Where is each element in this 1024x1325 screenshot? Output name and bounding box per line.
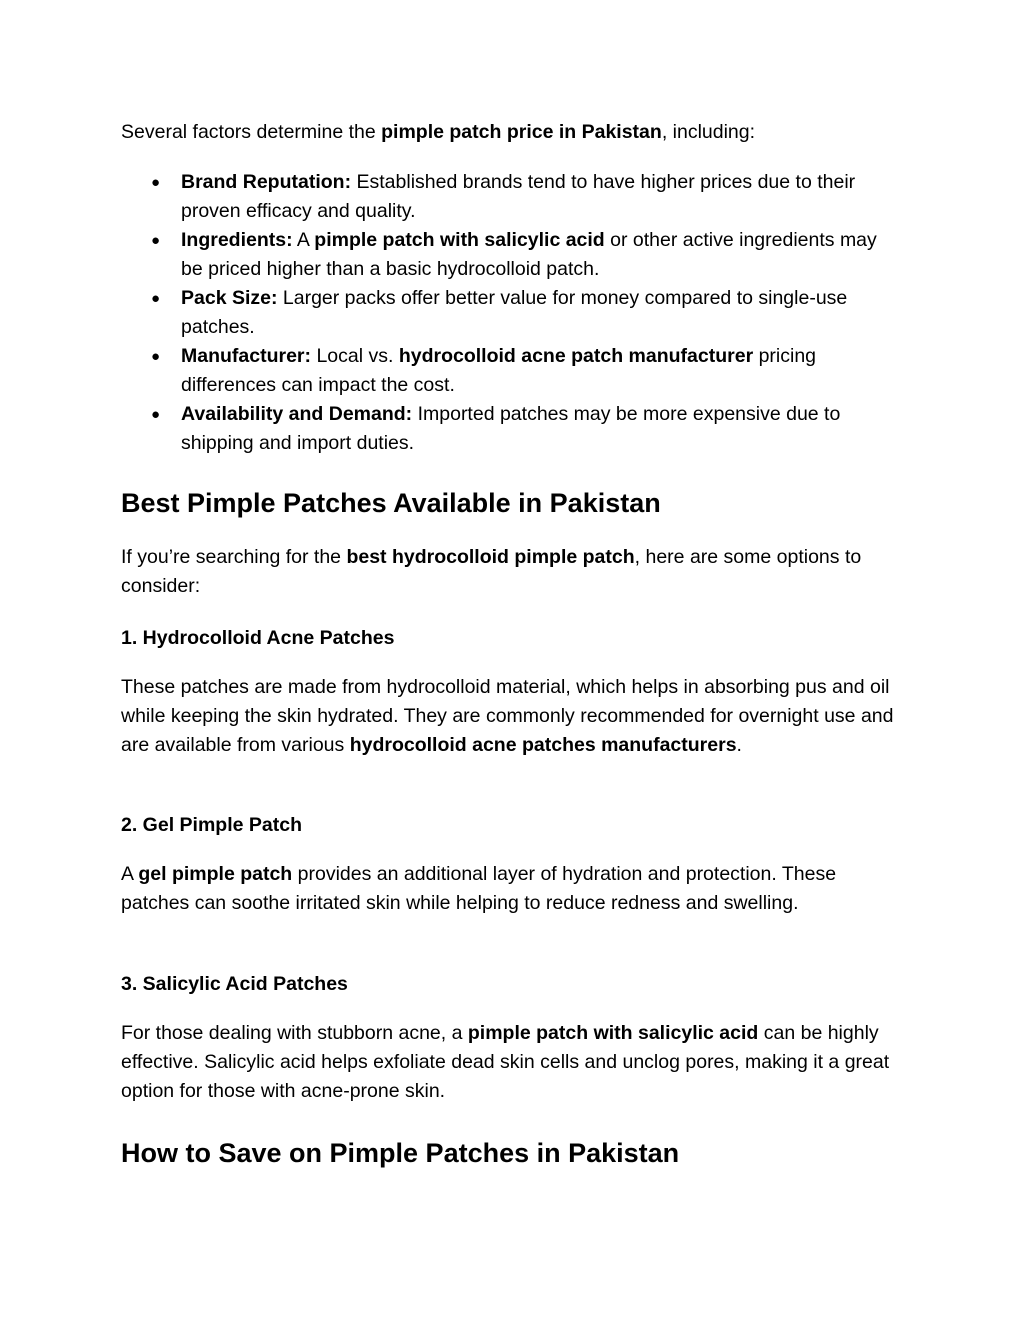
list-item-text: Imported patches may be more expensive due to shipping and import duties. bbox=[181, 403, 841, 454]
gel-patch-text-end: provides an additional layer of hydration and protection. These patches can soothe irritated skin while helping to reduce redness and swelling. bbox=[121, 863, 837, 914]
intro-text: Several factors determine the bbox=[121, 121, 382, 143]
salicylic-paragraph bbox=[121, 1019, 911, 1106]
best-intro-text-end: , here are some options to consider: bbox=[121, 546, 862, 597]
gel-patch-paragraph bbox=[121, 860, 881, 918]
bullet-icon: ● bbox=[151, 290, 161, 307]
gel-patch-bold-phrase: gel pimple patch bbox=[138, 863, 293, 885]
list-item-bold-phrase: hydrocolloid acne patch manufacturer bbox=[398, 345, 754, 367]
salicylic-text: For those dealing with stubborn acne, a bbox=[121, 1022, 468, 1044]
list-item-bold-phrase: pimple patch with salicylic acid bbox=[314, 229, 605, 251]
best-intro-text: If you’re searching for the bbox=[121, 546, 347, 568]
gel-patch-text: A bbox=[121, 863, 139, 885]
list-item-availability bbox=[121, 400, 896, 458]
list-item-manufacturer bbox=[121, 342, 896, 400]
bullet-icon: ● bbox=[151, 348, 161, 365]
bullet-icon: ● bbox=[151, 232, 161, 249]
hydrocolloid-bold-phrase: hydrocolloid acne patches manufacturers bbox=[349, 734, 737, 756]
intro-bold-phrase: pimple patch price in Pakistan bbox=[381, 121, 662, 143]
section-heading-best-patches: Best Pimple Patches Available in Pakistan bbox=[121, 488, 661, 518]
list-item-text: A bbox=[292, 229, 315, 251]
best-intro-bold-phrase: best hydrocolloid pimple patch bbox=[346, 546, 635, 568]
list-item-label: Pack Size: bbox=[181, 287, 278, 309]
salicylic-bold-phrase: pimple patch with salicylic acid bbox=[467, 1022, 759, 1044]
section-heading-save: How to Save on Pimple Patches in Pakistan bbox=[121, 1138, 680, 1168]
best-intro-paragraph bbox=[121, 543, 881, 601]
list-item-text: Established brands tend to have higher prices due to their proven efficacy and quality. bbox=[181, 171, 856, 222]
hydrocolloid-text-end: . bbox=[736, 734, 742, 756]
hydrocolloid-text: These patches are made from hydrocolloid material, which helps in absorbing pus and oil while keeping the skin hydrated. They are commonly recommended for overnight use and are available from various bbox=[121, 676, 894, 756]
intro-paragraph bbox=[121, 118, 911, 147]
subheading-salicylic: 3. Salicylic Acid Patches bbox=[121, 973, 348, 995]
list-item-label: Ingredients: bbox=[181, 229, 293, 251]
bullet-icon: ● bbox=[151, 406, 161, 423]
list-item-label: Manufacturer: bbox=[181, 345, 312, 367]
list-item-text: Local vs. bbox=[311, 345, 399, 367]
list-item-text-end: or other active ingredients may be priced higher than a basic hydrocolloid patch. bbox=[181, 229, 877, 280]
salicylic-text-end: can be highly effective. Salicylic acid helps exfoliate dead skin cells and unclog pores, making it a great option for those with acne-prone skin. bbox=[121, 1022, 890, 1102]
list-item-label: Availability and Demand: bbox=[181, 403, 413, 425]
factors-list bbox=[121, 168, 911, 458]
list-item-text-end: pricing differences can impact the cost. bbox=[181, 345, 817, 396]
list-item-label: Brand Reputation: bbox=[181, 171, 352, 193]
hydrocolloid-paragraph bbox=[121, 673, 901, 760]
list-item-text: Larger packs offer better value for money compared to single-use patches. bbox=[181, 287, 848, 338]
subheading-gel-patch: 2. Gel Pimple Patch bbox=[121, 814, 302, 836]
intro-text-end: , including: bbox=[661, 121, 756, 143]
list-item-brand-reputation bbox=[121, 168, 896, 226]
list-item-pack-size bbox=[121, 284, 896, 342]
subheading-hydrocolloid: 1. Hydrocolloid Acne Patches bbox=[121, 627, 395, 649]
list-item-ingredients bbox=[121, 226, 896, 284]
bullet-icon: ● bbox=[151, 174, 161, 191]
